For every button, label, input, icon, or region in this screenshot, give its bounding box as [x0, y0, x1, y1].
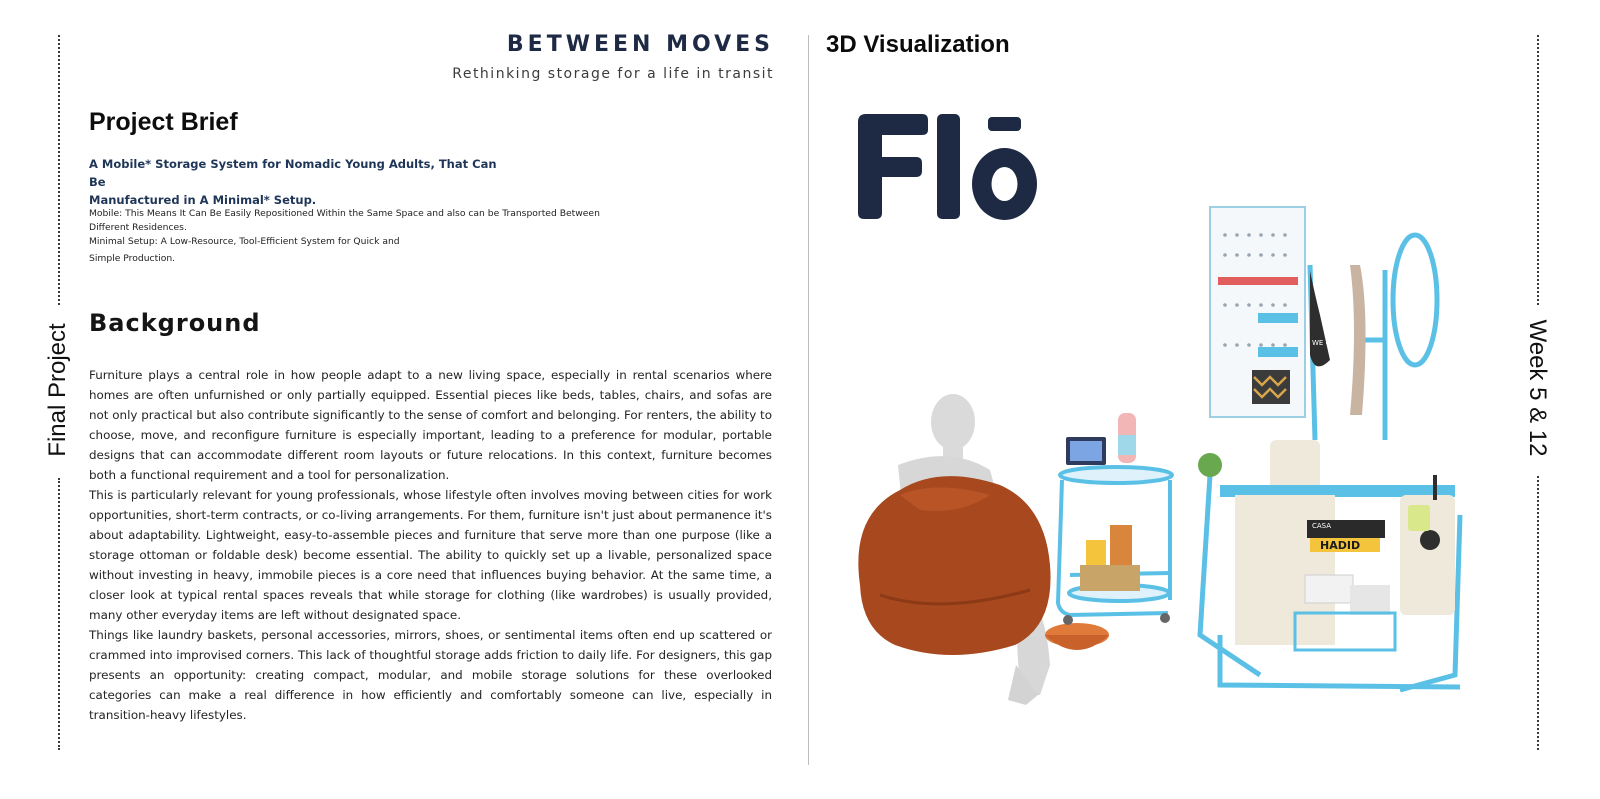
snack-box [1110, 525, 1132, 565]
project-tagline [89, 155, 509, 209]
tote-bag [1310, 271, 1330, 366]
side-label-final-project: Final Project [44, 323, 71, 457]
background-heading: Background [89, 309, 261, 337]
scarf [1350, 265, 1366, 415]
right-rail-dots-top [1537, 35, 1539, 305]
definition-line: Minimal Setup: A Low-Resource, Tool-Efficient System for Quick and [89, 236, 400, 247]
side-label-week: Week 5 & 12 [1524, 319, 1551, 457]
definitions [89, 207, 649, 266]
background-paragraph: Furniture plays a central role in how people adapt to a new living space, especially in rental scenarios where homes are often unfurnished or only partially equipped. Essential pieces like beds, tables, chairs, and sofas are not only practical but also contribute significantly to the sense of comfort and belonging. For renters, the ability to choose, move, and reconfigure furniture is especially important, leading to a preference for modular, portable designs that can accommodate different room layouts or future relocations. In this context, furniture becomes both a functional requirement and a tool for personalization. [89, 368, 772, 482]
tagline-line: A Mobile* Storage System for Nomadic Young Adults, That Can Be [89, 157, 497, 189]
snack-box [1086, 540, 1106, 565]
left-rail-dots-bottom [58, 478, 60, 750]
pegboard-stickers [1218, 277, 1298, 285]
plant [1198, 453, 1222, 477]
towels [1305, 575, 1353, 603]
storage-box [1350, 585, 1390, 615]
handbag [1270, 440, 1320, 490]
document-subtitle: Rethinking storage for a life in transit [452, 66, 774, 82]
basket [1080, 565, 1140, 591]
product-render-scene [840, 195, 1500, 735]
cup [1408, 505, 1430, 531]
book-hadid-label: HADID [1320, 539, 1361, 552]
tote-label: WE GOT IT [1312, 339, 1350, 347]
definition-line: Simple Production. [89, 253, 176, 264]
cart-wheel [1063, 615, 1073, 625]
background-body [89, 365, 772, 725]
left-rail-dots-top [58, 35, 60, 305]
fabric-bin [1235, 495, 1335, 645]
document-title: BETWEEN MOVES [506, 32, 774, 57]
frame-art [1252, 370, 1290, 404]
book-small-label: CASA [1312, 522, 1332, 530]
beanbag-chair [858, 476, 1050, 655]
page-divider [808, 35, 809, 765]
definition-line: Mobile: This Means It Can Be Easily Repositioned Within the Same Space and also can be Transported Between [89, 208, 600, 219]
project-brief-heading: Project Brief [89, 108, 238, 136]
background-paragraph: Things like laundry baskets, personal accessories, mirrors, shoes, or sentimental items often end up scattered or crammed into improvised corners. This lack of thoughtful storage adds friction to daily life. For designers, this gap presents an opportunity: creating compact, modular, and mobile storage solutions for these overlooked categories can make a real difference in how efficiently and comfortably someone can live, especially in transition-heavy lifestyles. [89, 628, 772, 722]
cart-wheel [1160, 613, 1170, 623]
definition-line: Different Residences. [89, 222, 187, 233]
right-rail-dots-bottom [1537, 476, 1539, 750]
tagline-line: Manufactured in A Minimal* Setup. [89, 193, 317, 207]
background-paragraph: This is particularly relevant for young professionals, whose lifestyle often involves moving between cities for work opportunities, short-term contracts, or co-living arrangements. For them, furniture isn't just about permanence it's about adaptability. Lightweight, easy-to-assemble pieces and furniture that serve more than one purpose (like a storage ottoman or foldable desk) become essential. The ability to quickly set up a livable, personalized space without investing in heavy, immobile pieces is a core need that influences buying behavior. At the same time, a closer look at typical rental spaces reveals that while storage for clothing (like wardrobes) is usually provided, many other everyday items are left without designated space. [89, 488, 772, 622]
visualization-heading: 3D Visualization [826, 31, 1010, 58]
headphones [1420, 530, 1440, 550]
